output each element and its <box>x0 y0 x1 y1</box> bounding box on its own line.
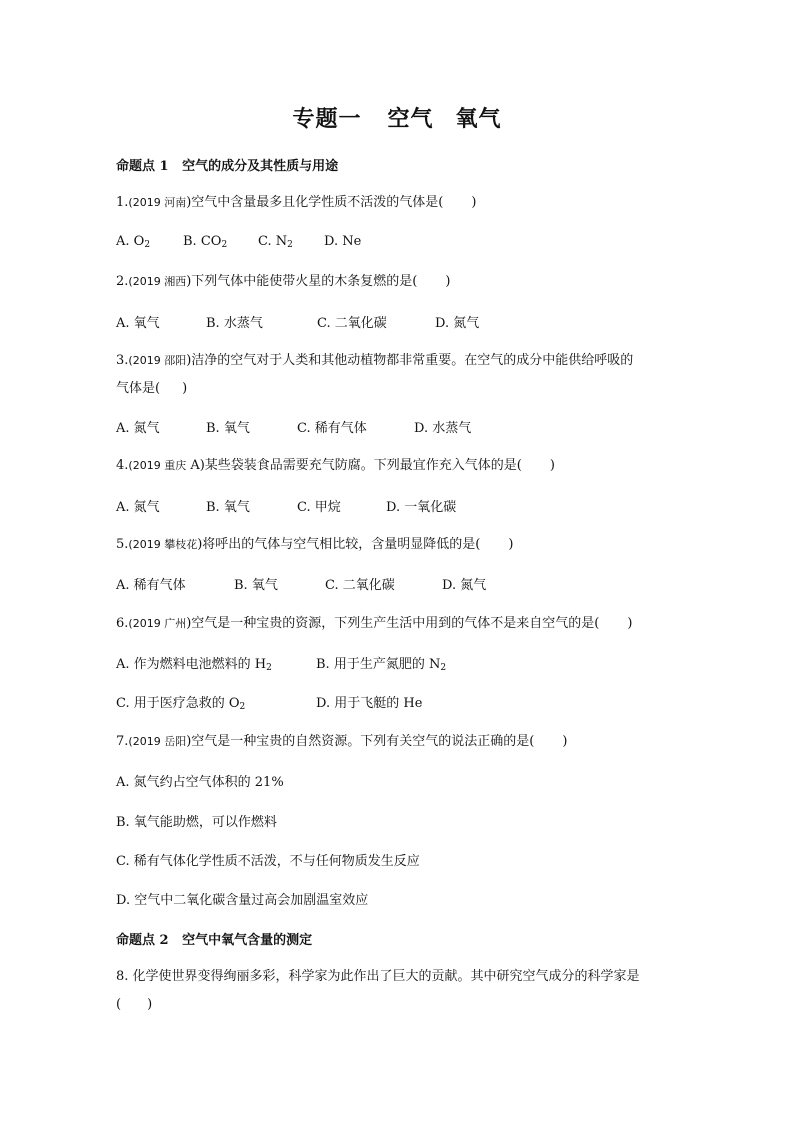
title-part-2: 空气 <box>387 106 434 132</box>
option-a: A. 氮气约占空气体积的 21% <box>116 775 284 790</box>
source-place: 邵阳 <box>164 354 187 367</box>
question-text: )下列气体中能使带火星的木条复燃的是( <box>186 274 418 289</box>
option-a: A. 氮气 <box>116 421 160 436</box>
answer-close: ) <box>508 537 514 552</box>
source-place: 湘西 <box>164 275 187 288</box>
option-a: A. 氮气 <box>116 500 160 515</box>
answer-close: ) <box>471 195 477 210</box>
option-b: B. $CO_2$ <box>183 234 228 250</box>
answer-close: ) <box>147 997 153 1012</box>
option-c: C. $N_2$ <box>258 234 293 250</box>
option-d: D. Ne <box>324 234 362 249</box>
option-d: D. 空气中二氧化碳含量过高会加剧温室效应 <box>116 893 369 908</box>
option-d: D. 一氧化碳 <box>386 500 457 515</box>
answer-close: ) <box>627 616 633 631</box>
question-8 <box>116 967 640 1015</box>
question-text: )空气中含量最多且化学性质不活泼的气体是( <box>186 195 444 210</box>
source-year: (2019 <box>128 459 165 472</box>
option-d: D. 氮气 <box>442 578 487 593</box>
question-text: )空气是一种宝贵的资源，下列生产生活中用到的气体不是来自空气的是( <box>186 616 600 631</box>
source-year: (2019 <box>128 538 165 551</box>
option-b: B. 用于生产氮肥的 $N_2$ <box>316 657 447 673</box>
option-b: B. 氧气能助燃，可以作燃料 <box>116 815 277 830</box>
question-text: )洁净的空气对于人类和其他动植物都非常重要。在空气的成分中能供给呼吸的 <box>186 353 634 368</box>
question-2 <box>116 272 450 292</box>
question-number: 1. <box>116 195 129 210</box>
question-number: 4. <box>116 458 129 473</box>
question-number: 6. <box>116 616 129 631</box>
title-part-1: 专题一 <box>292 106 362 132</box>
question-text: )某些袋装食品需要充气防腐。下列最宜作充入气体的是( <box>199 458 522 473</box>
option-c: C. 稀有气体 <box>297 421 367 436</box>
question-number: 5. <box>116 537 129 552</box>
source-place: 攀枝花 <box>164 538 198 551</box>
option-d: D. 氮气 <box>435 316 480 331</box>
question-number: 7. <box>116 734 129 749</box>
option-c: C. 用于医疗急救的 $O_2$ <box>116 696 246 712</box>
source-place: 河南 <box>164 196 187 209</box>
option-a: A. 作为燃料电池燃料的 $H_2$ <box>116 657 272 673</box>
question-7 <box>116 732 567 752</box>
question-6 <box>116 614 632 634</box>
question-1 <box>116 193 476 213</box>
section-label: 命题点 1 <box>116 159 169 174</box>
option-c: C. 二氧化碳 <box>317 316 387 331</box>
question-4 <box>116 456 555 476</box>
page-title <box>0 102 794 133</box>
source-year: (2019 <box>128 275 165 288</box>
option-a: A. $O_2$ <box>116 234 151 250</box>
source-year: (2019 <box>128 617 165 630</box>
section-text: 空气的成分及其性质与用途 <box>182 159 339 174</box>
question-text: )将呼出的气体与空气相比较，含量明显降低的是( <box>197 537 481 552</box>
question-text: 化学使世界变得绚丽多彩，科学家为此作出了巨大的贡献。其中研究空气成分的科学家是 <box>132 969 640 984</box>
source-place: 广州 <box>164 617 187 630</box>
section-text: 空气中氧气含量的测定 <box>182 933 313 948</box>
source-year: (2019 <box>128 354 165 367</box>
question-number: 8. <box>116 969 129 984</box>
option-b: B. 氧气 <box>234 578 278 593</box>
question-number: 3. <box>116 353 129 368</box>
question-text: )空气是一种宝贵的自然资源。下列有关空气的说法正确的是( <box>186 734 535 749</box>
option-d: D. 水蒸气 <box>414 421 472 436</box>
source-place: 重庆 <box>164 459 187 472</box>
answer-close: ) <box>445 274 451 289</box>
question-text-line-2: 气体是( <box>116 381 161 396</box>
option-a: A. 氧气 <box>116 316 160 331</box>
option-b: B. 氧气 <box>206 500 250 515</box>
title-part-3: 氧气 <box>455 106 502 132</box>
answer-close: ) <box>549 458 555 473</box>
question-3 <box>116 351 633 399</box>
source-place: 岳阳 <box>164 735 187 748</box>
question-5 <box>116 535 513 555</box>
option-a: A. 稀有气体 <box>116 578 186 593</box>
question-number: 2. <box>116 274 129 289</box>
section-heading-1 <box>116 155 338 174</box>
source-suffix: A <box>186 458 200 473</box>
answer-close: ) <box>182 381 188 396</box>
section-heading-2 <box>116 929 312 948</box>
source-year: (2019 <box>128 196 165 209</box>
answer-close: ) <box>562 734 568 749</box>
option-c: C. 甲烷 <box>297 500 341 515</box>
option-c: C. 稀有气体化学性质不活泼，不与任何物质发生反应 <box>116 854 420 869</box>
option-b: B. 水蒸气 <box>206 316 263 331</box>
answer-open: ( <box>116 997 122 1012</box>
section-label: 命题点 2 <box>116 933 169 948</box>
option-c: C. 二氧化碳 <box>325 578 395 593</box>
option-d: D. 用于飞艇的 He <box>316 696 423 711</box>
source-year: (2019 <box>128 735 165 748</box>
option-b: B. 氧气 <box>206 421 250 436</box>
